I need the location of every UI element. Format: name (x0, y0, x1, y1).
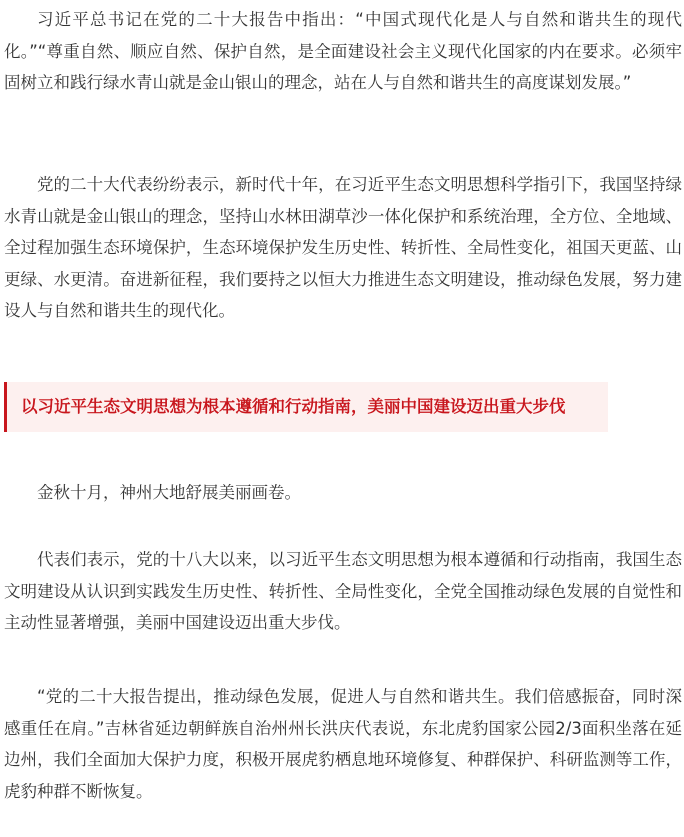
paragraph-delegates-statement: 党的二十大代表纷纷表示，新时代十年，在习近平生态文明思想科学指引下，我国坚持绿水青山就是金山银山的理念，坚持山水林田湖草沙一体化保护和系统治理，全方位、全地域、全过程加强生态环境保护，生态环境保护发生历史性、转折性、全局性变化，祖国天更蓝、山更绿、水更清。奋进新征程，我们要持之以恒大力推进生态文明建设，推动绿色发展，努力建设人与自然和谐共生的现代化。 (4, 175, 682, 320)
paragraph-representatives-said: 代表们表示，党的十八大以来，以习近平生态文明思想为根本遵循和行动指南，我国生态文明建设从认识到实践发生历史性、转折性、全局性变化，全党全国推动绿色发展的自觉性和主动性显著增强，美丽中国建设迈出重大步伐。 (4, 550, 682, 632)
paragraph-intro-quote: 习近平总书记在党的二十大报告中指出：“中国式现代化是人与自然和谐共生的现代化。”“尊重自然、顺应自然、保护自然，是全面建设社会主义现代化国家的内在要求。必须牢固树立和践行绿水青山就是金山银山的理念，站在人与自然和谐共生的高度谋划发展。” (4, 10, 682, 92)
section-heading (4, 382, 608, 432)
paragraph-yanbian-delegate: “党的二十大报告提出，推动绿色发展，促进人与自然和谐共生。我们倍感振奋，同时深感重任在肩。”吉林省延边朝鲜族自治州州长洪庆代表说，东北虎豹国家公园2/3面积坐落在延边州，我们全面加大保护力度，积极开展虎豹栖息地环境修复、种群保护、科研监测等工作，虎豹种群不断恢复。 (4, 687, 682, 801)
paragraph-golden-autumn: 金秋十月，神州大地舒展美丽画卷。 (37, 483, 301, 502)
section-heading-text: 以习近平生态文明思想为根本遵循和行动指南，美丽中国建设迈出重大步伐 (21, 397, 566, 416)
